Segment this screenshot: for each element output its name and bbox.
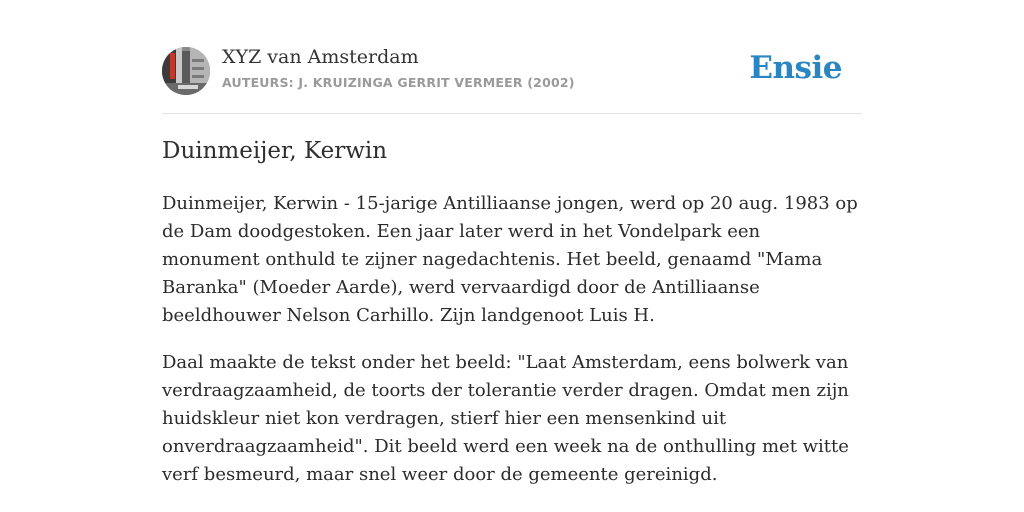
entry-paragraph-1: Duinmeijer, Kerwin - 15-jarige Antilliaanse jongen, werd op 20 aug. 1983 op de Dam doodgestoken. Een jaar later werd in het Vondelpark een monument onthuld te zijner nagedachtenis. Het beeld, genaamd "Mama Baranka" (Moeder Aarde), werd vervaardigd door de Antilliaanse beeldhouwer Nelson Carhillo. Zijn landgenoot Luis H. [162,193,858,326]
header-divider [162,113,862,114]
page [162,0,862,512]
entry-title: Duinmeijer, Kerwin [162,138,388,164]
entry-paragraph-2: Daal maakte de tekst onder het beeld: "Laat Amsterdam, eens bolwerk van verdraagzaamheid, de toorts der tolerantie verder dragen. Omdat men zijn huidskleur niet kon verdragen, stierf hier een mensenkind uit onverdraagzaamheid". Dit beeld werd een week na de onthulling met witte verf besmeurd, maar snel weer door de gemeente gereinigd. [162,352,849,485]
ensie-logo[interactable]: Ensie [749,50,842,86]
book-header [162,46,862,96]
book-title[interactable]: XYZ van Amsterdam [222,46,419,68]
book-cover-avatar[interactable] [162,47,210,95]
book-cover-image [162,47,210,95]
book-authors: AUTEURS: J. KRUIZINGA GERRIT VERMEER (2002) [222,75,575,90]
